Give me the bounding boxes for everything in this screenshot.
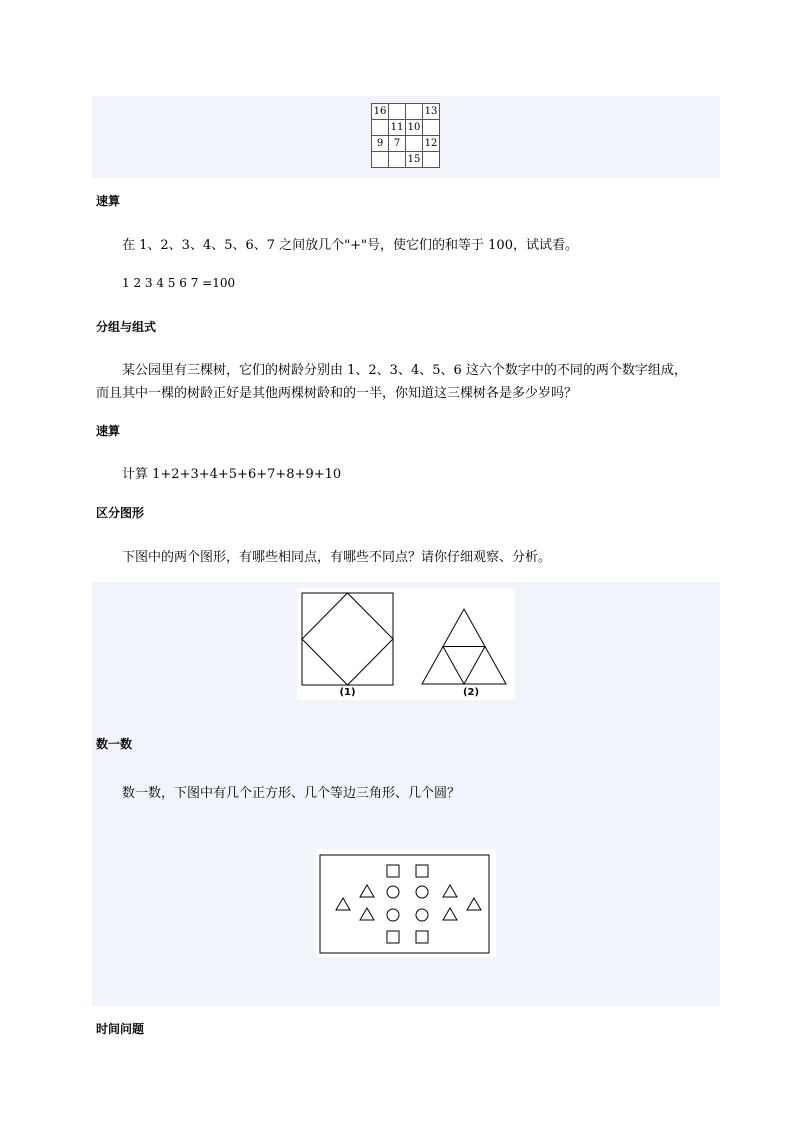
triangle-shape	[443, 908, 457, 920]
problem-text: 下图中的两个图形，有哪些相同点，有哪些不同点？请你仔细观察、分析。	[122, 550, 552, 565]
equation-text: 1 2 3 4 5 6 7 =100	[122, 276, 236, 290]
triangle-shape	[443, 885, 457, 897]
grid-cell	[406, 104, 423, 120]
problem-text: 计算 1+2+3+4+5+6+7+8+9+10	[122, 467, 342, 482]
section-heading: 区分图形	[96, 506, 145, 520]
grid-cell	[389, 152, 406, 168]
problem-text: 某公园里有三棵树，它们的树龄分别由 1、2、3、4、5、6 这六个数字中的不同的两个数字组成，	[122, 363, 687, 378]
section-heading: 数一数	[96, 737, 133, 751]
triangle-shape	[336, 898, 350, 910]
grid-cell: 16	[372, 104, 389, 120]
circle-shape	[387, 886, 399, 898]
figure1-label: (1)	[339, 687, 356, 698]
figure2-inner-triangle	[443, 647, 485, 685]
triangle-shape	[360, 908, 374, 920]
grid-cell: 15	[406, 152, 423, 168]
grid-cell: 10	[406, 120, 423, 136]
outer-rectangle	[320, 855, 489, 953]
grid-cell	[372, 152, 389, 168]
section-heading: 时间问题	[96, 1022, 145, 1036]
figure1-inner-diamond	[302, 593, 393, 685]
grid-cell	[389, 104, 406, 120]
square-shape	[387, 865, 399, 877]
two-figures-svg	[297, 588, 515, 700]
square-shape	[416, 865, 428, 877]
grid-cell	[406, 136, 423, 152]
figure2-label: (2)	[462, 687, 480, 698]
grid-row	[372, 120, 440, 136]
circle-shape	[387, 909, 399, 921]
problem-text: 数一数，下图中有几个正方形、几个等边三角形、几个圆？	[122, 786, 461, 801]
grid-row	[372, 104, 440, 120]
grid-cell: 12	[423, 136, 440, 152]
two-figures-diagram	[297, 588, 515, 700]
magic-square-grid	[371, 103, 440, 168]
grid-cell	[423, 120, 440, 136]
circle-shape	[416, 909, 428, 921]
circle-shape	[416, 886, 428, 898]
count-shapes-svg	[316, 849, 496, 957]
grid-cell	[423, 152, 440, 168]
grid-row	[372, 152, 440, 168]
section-heading: 速算	[96, 424, 121, 438]
section-heading: 速算	[96, 194, 121, 208]
grid-cell: 9	[372, 136, 389, 152]
problem-text: 而且其中一棵的树龄正好是其他两棵树龄和的一半，你知道这三棵树各是多少岁吗？	[96, 386, 578, 401]
problem-text: 在 1、2、3、4、5、6、7 之间放几个"+"号，使它们的和等于 100，试试看。	[122, 238, 578, 253]
square-shape	[387, 931, 399, 943]
count-shapes-diagram	[316, 849, 496, 957]
section-heading: 分组与组式	[96, 320, 157, 334]
figure1-square	[302, 593, 393, 685]
grid-cell: 13	[423, 104, 440, 120]
grid-row	[372, 136, 440, 152]
square-shape	[416, 931, 428, 943]
triangle-shape	[360, 885, 374, 897]
grid-cell	[372, 120, 389, 136]
triangle-shape	[467, 898, 481, 910]
grid-cell: 11	[389, 120, 406, 136]
grid-cell: 7	[389, 136, 406, 152]
